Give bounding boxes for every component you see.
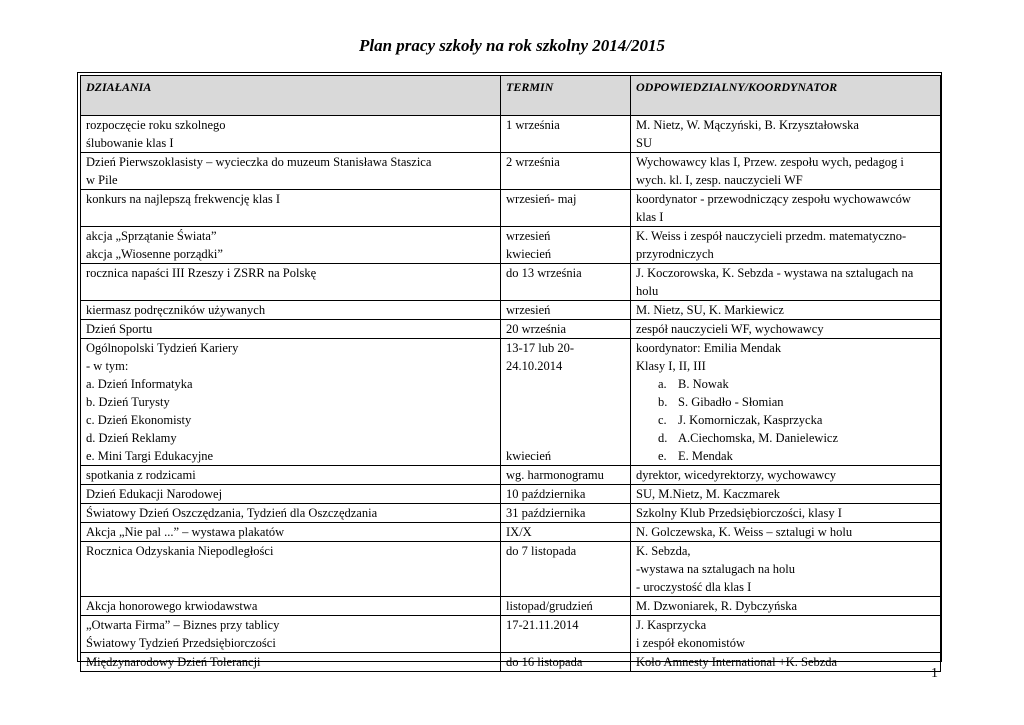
cell-line: M. Nietz, SU, K. Markiewicz [636, 303, 784, 317]
cell-line: przyrodniczych [636, 247, 714, 261]
cell-line: rozpoczęcie roku szkolnego [86, 118, 226, 132]
term-cell [501, 523, 631, 542]
table-row [81, 523, 941, 542]
responsible-cell [631, 504, 941, 523]
cell-line [506, 411, 625, 429]
responsible-cell [631, 320, 941, 339]
table-body [81, 116, 941, 672]
cell-line: a. Dzień Informatyka [86, 377, 193, 391]
list-marker: d. [658, 431, 668, 445]
cell-line: M. Dzwoniarek, R. Dybczyńska [636, 599, 798, 613]
actions-cell [81, 542, 501, 597]
cell-line: SU [636, 136, 652, 150]
cell-line: J. Koczorowska, K. Sebzda - wystawa na sztalugach na [636, 266, 914, 280]
table-row [81, 116, 941, 153]
term-cell [501, 485, 631, 504]
cell-line: Światowy Dzień Oszczędzania, Tydzień dla Oszczędzania [86, 506, 378, 520]
cell-line: wg. harmonogramu [506, 468, 604, 482]
cell-line: M. Nietz, W. Mączyński, B. Krzyształowska [636, 118, 859, 132]
cell-line: 31 października [506, 506, 586, 520]
cell-line: Rocznica Odzyskania Niepodległości [86, 544, 274, 558]
cell-line [506, 393, 625, 411]
list-item [636, 393, 935, 411]
list-marker: c. [658, 413, 667, 427]
cell-line: -wystawa na sztalugach na holu [636, 562, 795, 576]
table-row [81, 190, 941, 227]
table-row [81, 653, 941, 672]
actions-cell [81, 504, 501, 523]
responsible-cell [631, 653, 941, 672]
cell-line: konkurs na najlepszą frekwencję klas I [86, 192, 281, 206]
cell-line: J. Kasprzycka [636, 618, 707, 632]
cell-line: IX/X [506, 525, 532, 539]
header-responsible: ODPOWIEDZIALNY/KOORDYNATOR [631, 76, 941, 116]
cell-line: Dzień Edukacji Narodowej [86, 487, 223, 501]
cell-line: Dzień Sportu [86, 322, 153, 336]
cell-line: dyrektor, wicedyrektorzy, wychowawcy [636, 468, 836, 482]
list-item [636, 411, 935, 429]
table-row [81, 485, 941, 504]
cell-line: zespół nauczycieli WF, wychowawcy [636, 322, 824, 336]
cell-line: do 7 listopada [506, 544, 577, 558]
responsible-cell [631, 616, 941, 653]
list-item-text: E. Mendak [678, 449, 733, 463]
cell-line: - w tym: [86, 359, 129, 373]
cell-line: 1 września [506, 118, 560, 132]
actions-cell [81, 523, 501, 542]
cell-line: listopad/grudzień [506, 599, 593, 613]
cell-line: do 16 listopada [506, 655, 583, 669]
table-row [81, 320, 941, 339]
list-marker: e. [658, 449, 667, 463]
responsible-cell [631, 116, 941, 153]
cell-line: 24.10.2014 [506, 359, 563, 373]
responsible-cell [631, 523, 941, 542]
list-marker: a. [658, 377, 667, 391]
cell-line: Akcja „Nie pal ...” – wystawa plakatów [86, 525, 285, 539]
cell-line: kiermasz podręczników używanych [86, 303, 266, 317]
term-cell [501, 227, 631, 264]
cell-line: Dzień Pierwszoklasisty – wycieczka do muzeum Stanisława Staszica [86, 155, 432, 169]
term-cell [501, 616, 631, 653]
table-row [81, 542, 941, 597]
cell-line: wych. kl. I, zesp. nauczycieli WF [636, 173, 803, 187]
cell-line [506, 375, 625, 393]
table-row [81, 597, 941, 616]
responsible-cell [631, 485, 941, 504]
cell-line: ślubowanie klas I [86, 136, 174, 150]
actions-cell [81, 653, 501, 672]
cell-line: i zespół ekonomistów [636, 636, 746, 650]
table-row [81, 504, 941, 523]
table-row [81, 339, 941, 466]
cell-line: kwiecień [506, 449, 552, 463]
cell-line: „Otwarta Firma” – Biznes przy tablicy [86, 618, 280, 632]
term-cell [501, 466, 631, 485]
cell-line: wrzesień [506, 303, 551, 317]
term-cell [501, 190, 631, 227]
cell-line: Światowy Tydzień Przedsiębiorczości [86, 636, 276, 650]
term-cell [501, 504, 631, 523]
term-cell [501, 339, 631, 466]
plan-table [80, 75, 941, 672]
header-term: TERMIN [501, 76, 631, 116]
cell-line [506, 429, 625, 447]
term-cell [501, 264, 631, 301]
actions-cell [81, 320, 501, 339]
responsible-cell [631, 597, 941, 616]
list-item-text: J. Komorniczak, Kasprzycka [678, 413, 823, 427]
responsible-cell [631, 301, 941, 320]
cell-line: rocznica napaści III Rzeszy i ZSRR na Polskę [86, 266, 317, 280]
actions-cell [81, 227, 501, 264]
cell-line: Międzynarodowy Dzień Tolerancji [86, 655, 261, 669]
term-cell [501, 653, 631, 672]
cell-line: K. Sebzda, [636, 544, 691, 558]
responsible-cell [631, 227, 941, 264]
cell-line: b. Dzień Turysty [86, 395, 170, 409]
cell-line: akcja „Wiosenne porządki” [86, 247, 223, 261]
cell-line: koordynator - przewodniczący zespołu wychowawców [636, 192, 911, 206]
actions-cell [81, 466, 501, 485]
responsible-cell [631, 542, 941, 597]
cell-line: Koło Amnesty International +K. Sebzda [636, 655, 838, 669]
actions-cell [81, 190, 501, 227]
table-row [81, 616, 941, 653]
responsible-cell [631, 153, 941, 190]
cell-line: koordynator: Emilia Mendak [636, 341, 782, 355]
cell-line: w Pile [86, 173, 118, 187]
actions-cell [81, 485, 501, 504]
list-item-text: S. Gibadło - Słomian [678, 395, 784, 409]
table-row [81, 227, 941, 264]
cell-line: 17-21.11.2014 [506, 618, 579, 632]
responsible-cell [631, 264, 941, 301]
actions-cell [81, 301, 501, 320]
cell-line: klas I [636, 210, 664, 224]
actions-cell [81, 339, 501, 466]
actions-cell [81, 116, 501, 153]
document-title: Plan pracy szkoły na rok szkolny 2014/2015 [358, 36, 666, 55]
term-cell [501, 301, 631, 320]
actions-cell [81, 616, 501, 653]
cell-line: 20 września [506, 322, 567, 336]
cell-line: K. Weiss i zespół nauczycieli przedm. matematyczno- [636, 229, 907, 243]
cell-line: - uroczystość dla klas I [636, 580, 752, 594]
cell-line: holu [636, 284, 659, 298]
cell-line: Szkolny Klub Przedsiębiorczości, klasy I [636, 506, 842, 520]
table-header-row [81, 76, 941, 116]
responsible-cell [631, 466, 941, 485]
cell-line: N. Golczewska, K. Weiss – sztalugi w holu [636, 525, 853, 539]
cell-line: Klasy I, II, III [636, 359, 706, 373]
table-row [81, 301, 941, 320]
cell-line: e. Mini Targi Edukacyjne [86, 449, 214, 463]
table-row [81, 153, 941, 190]
cell-line: SU, M.Nietz, M. Kaczmarek [636, 487, 781, 501]
list-item [636, 375, 935, 393]
term-cell [501, 116, 631, 153]
list-item-text: B. Nowak [678, 377, 729, 391]
cell-line: 13-17 lub 20- [506, 341, 575, 355]
actions-cell [81, 597, 501, 616]
cell-line: wrzesień [506, 229, 551, 243]
cell-line: do 13 września [506, 266, 582, 280]
actions-cell [81, 153, 501, 190]
cell-line: wrzesień- maj [506, 192, 577, 206]
table-row [81, 466, 941, 485]
list-marker: b. [658, 395, 668, 409]
cell-line: Akcja honorowego krwiodawstwa [86, 599, 258, 613]
cell-line: c. Dzień Ekonomisty [86, 413, 192, 427]
responsible-cell [631, 339, 941, 466]
cell-line: Wychowawcy klas I, Przew. zespołu wych, pedagog i [636, 155, 904, 169]
list-item [636, 429, 935, 447]
term-cell [501, 597, 631, 616]
header-actions: DZIAŁANIA [81, 76, 501, 116]
term-cell [501, 153, 631, 190]
term-cell [501, 320, 631, 339]
list-item-text: A.Ciechomska, M. Danielewicz [678, 431, 839, 445]
list-item [636, 447, 935, 465]
term-cell [501, 542, 631, 597]
table-row [81, 264, 941, 301]
cell-line: 10 października [506, 487, 586, 501]
cell-line: Ogólnopolski Tydzień Kariery [86, 341, 239, 355]
responsible-cell [631, 190, 941, 227]
cell-line: 2 września [506, 155, 560, 169]
cell-line: akcja „Sprzątanie Świata” [86, 229, 217, 243]
cell-line: kwiecień [506, 247, 552, 261]
page-number: 1 [931, 666, 938, 681]
actions-cell [81, 264, 501, 301]
cell-line: spotkania z rodzicami [86, 468, 196, 482]
cell-line: d. Dzień Reklamy [86, 431, 177, 445]
